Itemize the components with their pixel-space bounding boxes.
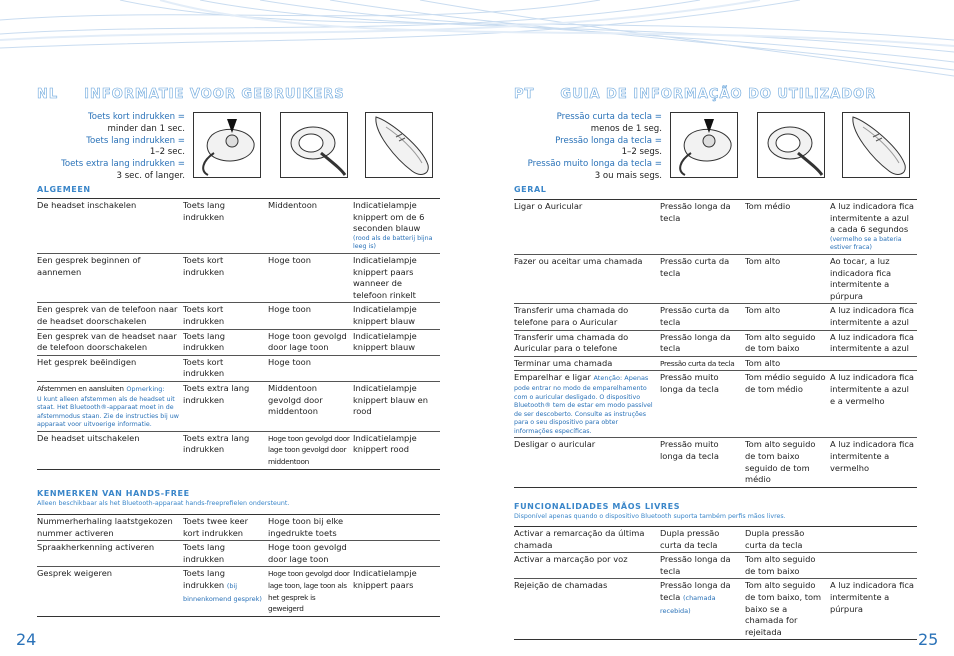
action-text: Emparelhar e ligar bbox=[514, 372, 591, 383]
cell-press: Toets extra lang indrukken bbox=[183, 381, 268, 431]
cell-action: Gesprek weigeren bbox=[37, 567, 183, 616]
press-value: minder dan 1 sec. bbox=[107, 123, 185, 134]
table-row bbox=[514, 304, 917, 330]
cell-action: Transferir uma chamada do Auricular para o telefone bbox=[514, 330, 660, 356]
cell-press: Toets lang indrukken bbox=[183, 199, 268, 254]
cell-action: De headset uitschakelen bbox=[37, 431, 183, 469]
action-note: U kunt alleen afstemmen als de headset uit staat. Het Bluetooth®-apparaat moet in de afstemmodus staan. Zie de instructies bij uw apparaat voor uitvoerige informatie. bbox=[37, 395, 179, 429]
press-value: 3 ou mais segs. bbox=[594, 170, 662, 181]
action-note-label: Opmerking: bbox=[126, 384, 165, 393]
cell-tone: Middentoon bbox=[268, 199, 353, 254]
action-note-label: Atenção: Apenas bbox=[593, 374, 649, 383]
cell-press bbox=[660, 579, 745, 640]
headset-illustrations bbox=[193, 112, 440, 180]
headset-front-image bbox=[842, 112, 910, 178]
functions-table-general bbox=[37, 198, 440, 470]
cell-indicator bbox=[353, 541, 440, 567]
table-row bbox=[514, 527, 917, 553]
functions-table-handsfree bbox=[514, 526, 917, 640]
cell-indicator: Ao tocar, a luz indicadora fica intermitente a púrpura bbox=[830, 254, 917, 303]
functions-table-handsfree bbox=[37, 514, 440, 617]
cell-press: Toets twee keer kort indrukken bbox=[183, 515, 268, 541]
table-row bbox=[37, 329, 440, 355]
cell-action: Spraakherkenning activeren bbox=[37, 541, 183, 567]
cell-press: Pressão muito longa da tecla bbox=[660, 438, 745, 487]
cell-press bbox=[183, 567, 268, 616]
page-right bbox=[514, 0, 917, 656]
cell-indicator bbox=[830, 200, 917, 255]
cell-press: Toets kort indrukken bbox=[183, 303, 268, 329]
page-number: 24 bbox=[16, 630, 37, 649]
table-row bbox=[514, 579, 917, 640]
section-heading: ALGEMEEN bbox=[37, 185, 91, 194]
cell-indicator: A luz indicadora fica intermitente a púrpura bbox=[830, 579, 917, 640]
cell-press: Toets lang indrukken bbox=[183, 541, 268, 567]
key-press-legend bbox=[37, 112, 185, 183]
cell-tone: Tom alto seguido de tom baixo bbox=[745, 330, 830, 356]
press-key: Toets lang indrukken = bbox=[86, 135, 185, 146]
cell-tone: Tom alto seguido de tom baixo, tom baixo se a chamada for rejeitada bbox=[745, 579, 830, 640]
table-row bbox=[514, 553, 917, 579]
section-heading: GERAL bbox=[514, 185, 547, 194]
cell-action: Nummerherhaling laatstgekozen nummer activeren bbox=[37, 515, 183, 541]
cell-indicator: A luz indicadora fica intermitente a azul e a vermelho bbox=[830, 371, 917, 438]
cell-indicator: Indicatielampje knippert blauw en rood bbox=[353, 381, 440, 431]
headset-front-image bbox=[365, 112, 433, 178]
cell-indicator bbox=[353, 515, 440, 541]
cell-indicator bbox=[830, 356, 917, 371]
cell-indicator bbox=[353, 199, 440, 254]
cell-action: Activar a marcação por voz bbox=[514, 553, 660, 579]
table-row bbox=[37, 541, 440, 567]
cell-tone: Tom alto bbox=[745, 304, 830, 330]
page-left bbox=[37, 0, 440, 656]
cell-action: Activar a remarcação da última chamada bbox=[514, 527, 660, 553]
cell-press: Toets kort indrukken bbox=[183, 253, 268, 302]
press-key: Toets extra lang indrukken = bbox=[61, 159, 185, 170]
cell-tone: Middentoon gevolgd door middentoon bbox=[268, 381, 353, 431]
cell-press: Dupla pressão curta da tecla bbox=[660, 527, 745, 553]
cell-action: Een gesprek beginnen of aannemen bbox=[37, 253, 183, 302]
table-row bbox=[514, 438, 917, 487]
cell-tone: Hoge toon bbox=[268, 355, 353, 381]
cell-press: Pressão curta da tecla bbox=[660, 304, 745, 330]
language-code: PT bbox=[514, 87, 535, 102]
cell-action: Desligar o auricular bbox=[514, 438, 660, 487]
table-row bbox=[37, 253, 440, 302]
cell-indicator: Indicatielampje knippert paars wanneer de telefoon rinkelt bbox=[353, 253, 440, 302]
table-row bbox=[514, 200, 917, 255]
cell-indicator: Indicatielampje knippert rood bbox=[353, 431, 440, 469]
page-title bbox=[37, 87, 345, 102]
cell-indicator bbox=[830, 527, 917, 553]
headset-illustrations bbox=[670, 112, 917, 180]
cell-press: Toets lang indrukken bbox=[183, 329, 268, 355]
cell-action: Transferir uma chamada do telefone para o Auricular bbox=[514, 304, 660, 330]
action-text: Afstemmen en aansluiten bbox=[37, 383, 124, 393]
cell-indicator: Indicatielampje knippert blauw bbox=[353, 329, 440, 355]
cell-tone: Tom alto bbox=[745, 356, 830, 371]
indicator-text: Indicatielampje knippert om de 6 seconden blauw bbox=[353, 200, 425, 234]
cell-tone: Hoge toon gevolgd door lage toon gevolgd door middentoon bbox=[268, 431, 353, 469]
section-subtitle: Disponível apenas quando o dispositivo Bluetooth suporta também perfis mãos livres. bbox=[514, 513, 786, 520]
section-heading: KENMERKEN VAN HANDS-FREE bbox=[37, 489, 190, 498]
cell-action: Rejeição de chamadas bbox=[514, 579, 660, 640]
cell-action: Fazer ou aceitar uma chamada bbox=[514, 254, 660, 303]
table-row bbox=[37, 515, 440, 541]
table-row bbox=[37, 431, 440, 469]
table-row bbox=[514, 254, 917, 303]
table-row bbox=[514, 330, 917, 356]
cell-tone: Hoge toon gevolgd door lage toon bbox=[268, 329, 353, 355]
cell-tone: Tom médio seguido de tom médio bbox=[745, 371, 830, 438]
cell-action bbox=[37, 381, 183, 431]
cell-press: Pressão longa da tecla bbox=[660, 553, 745, 579]
cell-indicator: A luz indicadora fica intermitente a azul bbox=[830, 304, 917, 330]
press-key: Pressão longa da tecla = bbox=[555, 135, 662, 146]
cell-press: Pressão longa da tecla bbox=[660, 200, 745, 255]
cell-press: Pressão curta da tecla bbox=[660, 254, 745, 303]
cell-press: Toets extra lang indrukken bbox=[183, 431, 268, 469]
cell-tone: Hoge toon gevolgd door lage toon bbox=[268, 541, 353, 567]
cell-tone: Hoge toon bij elke ingedrukte toets bbox=[268, 515, 353, 541]
title-text: GUIA DE INFORMAÇÃO DO UTILIZADOR bbox=[560, 87, 877, 102]
press-value: 3 sec. of langer. bbox=[116, 170, 185, 181]
cell-tone: Tom alto seguido de tom baixo bbox=[745, 553, 830, 579]
headset-earpiece-image bbox=[280, 112, 348, 178]
cell-tone: Tom alto bbox=[745, 254, 830, 303]
press-key: Pressão muito longa da tecla = bbox=[527, 159, 662, 170]
indicator-note: (rood als de batterij bijna leeg is) bbox=[353, 234, 433, 251]
cell-action: Een gesprek van de headset naar de telefoon doorschakelen bbox=[37, 329, 183, 355]
cell-press: Pressão curta da tecla bbox=[660, 356, 745, 371]
cell-tone: Hoge toon gevolgd door lage toon, lage toon als het gesprek is geweigerd bbox=[268, 567, 353, 616]
headset-side-image bbox=[193, 112, 261, 178]
table-row bbox=[514, 371, 917, 438]
cell-action bbox=[514, 371, 660, 438]
section-heading: FUNCIONALIDADES MÃOS LIVRES bbox=[514, 502, 681, 511]
cell-tone: Tom médio bbox=[745, 200, 830, 255]
cell-action: Terminar uma chamada bbox=[514, 356, 660, 371]
cell-indicator: A luz indicadora fica intermitente a vermelho bbox=[830, 438, 917, 487]
headset-side-image bbox=[670, 112, 738, 178]
page-title bbox=[514, 87, 876, 102]
table-row bbox=[37, 381, 440, 431]
cell-action: Het gesprek beëindigen bbox=[37, 355, 183, 381]
cell-indicator bbox=[830, 553, 917, 579]
press-note: (bij binnenkomend gesprek) bbox=[183, 581, 262, 603]
press-key: Toets kort indrukken = bbox=[87, 112, 185, 122]
cell-indicator: Indicatielampje knippert paars bbox=[353, 567, 440, 616]
cell-action: Een gesprek van de telefoon naar de headset doorschakelen bbox=[37, 303, 183, 329]
press-key: Pressão curta da tecla = bbox=[556, 112, 662, 122]
functions-table-general bbox=[514, 199, 917, 488]
cell-tone: Hoge toon bbox=[268, 303, 353, 329]
table-row bbox=[514, 356, 917, 371]
press-value: menos de 1 seg. bbox=[590, 123, 662, 134]
press-value: 1–2 segs. bbox=[621, 147, 662, 158]
cell-tone: Dupla pressão curta da tecla bbox=[745, 527, 830, 553]
indicator-note: (vermelho se a bateria estiver fraca) bbox=[830, 235, 902, 252]
cell-indicator: Indicatielampje knippert blauw bbox=[353, 303, 440, 329]
action-note: pode entrar no modo de emparelhamento com o auricular desligado. O dispositivo Bluetooth® tem de estar em modo passível de ser descoberto. Consulte as instruções para o seu dispositivo para obter informações específicas. bbox=[514, 384, 653, 435]
press-text: Toets lang indrukken bbox=[183, 568, 225, 590]
title-text: INFORMATIE VOOR GEBRUIKERS bbox=[84, 87, 345, 102]
cell-press: Toets kort indrukken bbox=[183, 355, 268, 381]
table-row bbox=[37, 355, 440, 381]
press-note: (chamada recebida) bbox=[660, 593, 716, 615]
cell-indicator: A luz indicadora fica intermitente a azul bbox=[830, 330, 917, 356]
cell-tone: Tom alto seguido de tom baixo seguido de tom médio bbox=[745, 438, 830, 487]
cell-indicator bbox=[353, 355, 440, 381]
table-row bbox=[37, 199, 440, 254]
headset-earpiece-image bbox=[757, 112, 825, 178]
page-number: 25 bbox=[918, 630, 939, 649]
section-subtitle: Alleen beschikbaar als het Bluetooth-apparaat hands-freeprefielen ondersteunt. bbox=[37, 500, 290, 507]
table-row bbox=[37, 567, 440, 616]
press-text: Pressão longa da tecla bbox=[660, 580, 731, 602]
cell-tone: Hoge toon bbox=[268, 253, 353, 302]
language-code: NL bbox=[37, 87, 59, 102]
cell-press: Pressão muito longa da tecla bbox=[660, 371, 745, 438]
key-press-legend bbox=[514, 112, 662, 183]
table-row bbox=[37, 303, 440, 329]
cell-press: Pressão longa da tecla bbox=[660, 330, 745, 356]
cell-action: Ligar o Auricular bbox=[514, 200, 660, 255]
indicator-text: A luz indicadora fica intermitente a azul a cada 6 segundos bbox=[830, 201, 914, 235]
cell-action: De headset inschakelen bbox=[37, 199, 183, 254]
press-value: 1–2 sec. bbox=[149, 147, 185, 158]
